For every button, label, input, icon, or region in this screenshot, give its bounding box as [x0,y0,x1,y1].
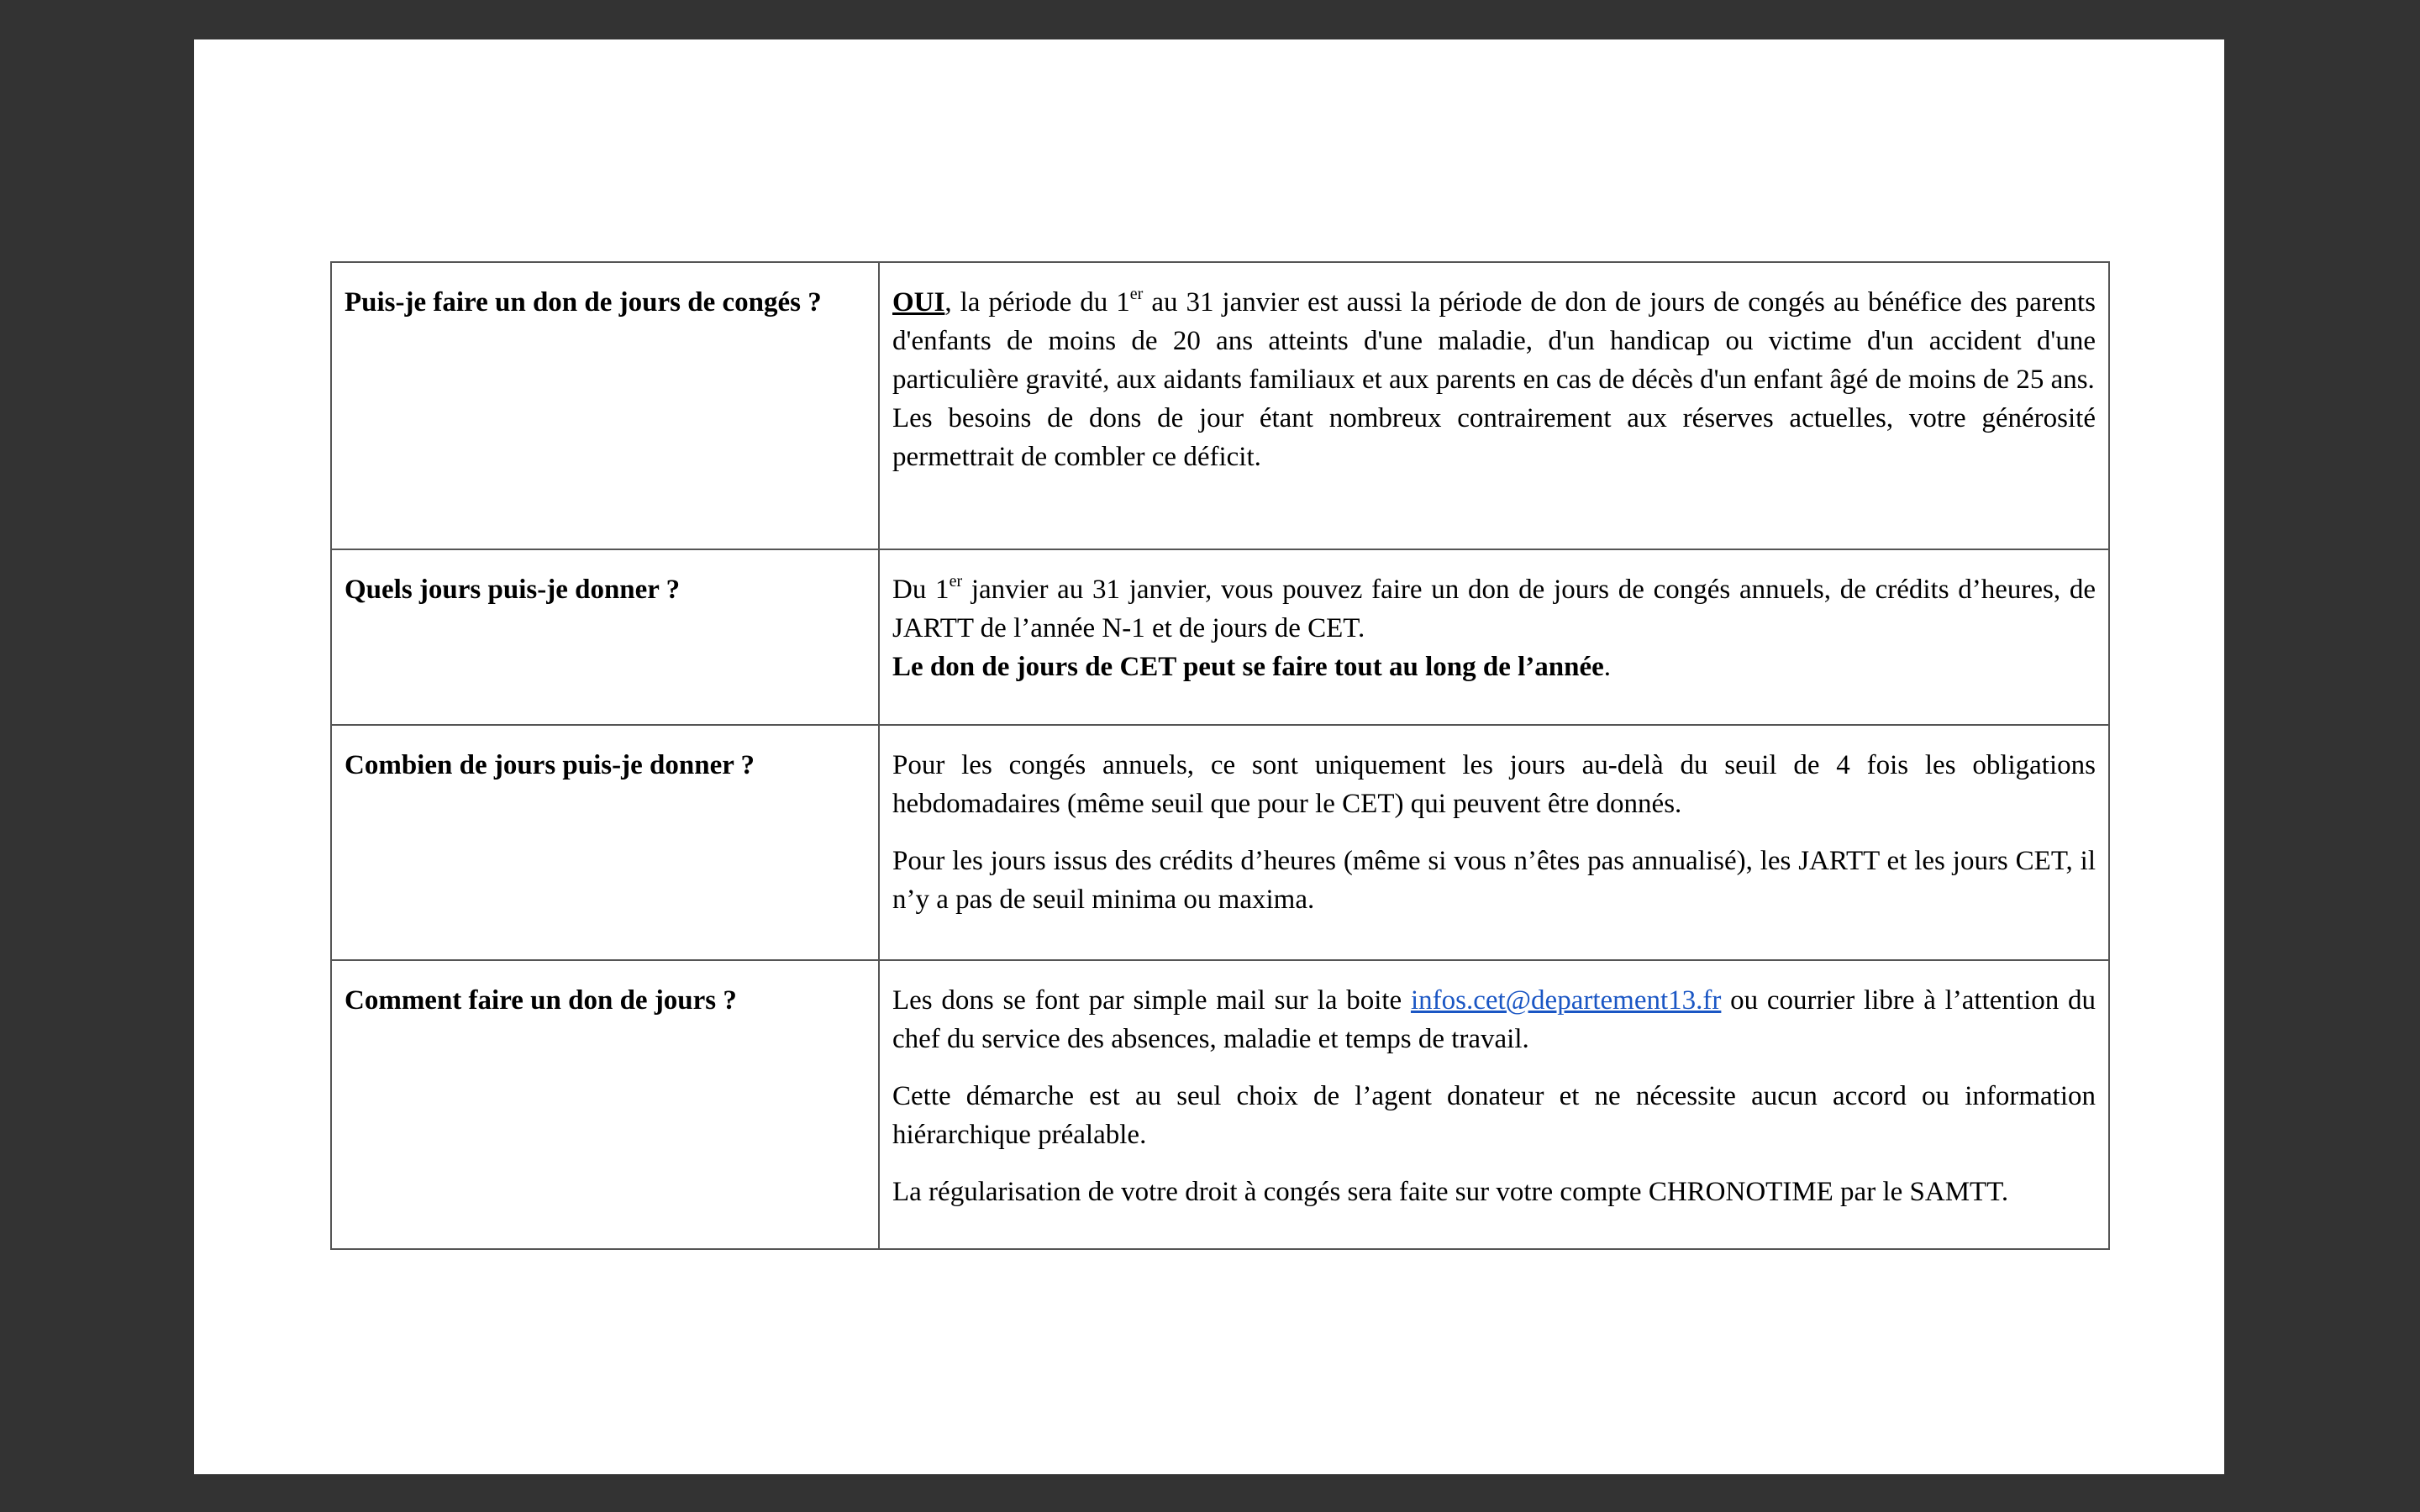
answer-paragraph [892,283,2096,399]
answer-text: ou courrier libre à l’attention du chef du service des absences, maladie et temps de travail. [892,985,2096,1054]
table-row [331,262,2109,549]
answer-cell [879,960,2109,1249]
answer-cell [879,725,2109,960]
answer-paragraph: Pour les congés annuels, ce sont uniquement les jours au-delà du seuil de 4 fois les obligations hebdomadaires (même seuil que pour le CET) qui peuvent être donnés. [892,750,2096,819]
answer-text: au 31 janvier est aussi la période de don de jours de congés au bénéfice des parents d'enfants de moins de 20 ans atteints d'une maladie, d'un handicap ou victime d'un accident d'une particulière gravité, aux aidants familiaux et aux parents en cas de décès d'un enfant âgé de moins de 25 ans. [892,287,2096,395]
answer-paragraph [892,981,2096,1058]
faq-table [330,261,2110,1250]
question-cell: Combien de jours puis-je donner ? [331,725,879,960]
answer-text: Les dons se font par simple mail sur la boite [892,985,1411,1016]
bold-statement: Le don de jours de CET peut se faire tout au long de l’année [892,652,1604,682]
question-cell: Comment faire un don de jours ? [331,960,879,1249]
table-row [331,725,2109,960]
table-row [331,960,2109,1249]
superscript: er [949,572,963,591]
answer-cell [879,262,2109,549]
answer-text: janvier au 31 janvier, vous pouvez faire un don de jours de congés annuels, de crédits d’heures, de JARTT de l’année N-1 et de jours de CET. [892,575,2096,643]
oui-emphasis: OUI [892,287,945,318]
answer-paragraph: La régularisation de votre droit à congés sera faite sur votre compte CHRONOTIME par le SAMTT. [892,1177,2009,1207]
answer-text: . [1603,652,1612,682]
table-row [331,549,2109,725]
question-cell: Quels jours puis-je donner ? [331,549,879,725]
answer-paragraph: Pour les jours issus des crédits d’heures (même si vous n’êtes pas annualisé), les JARTT et les jours CET, il n’y a pas de seuil minima ou maxima. [892,846,2096,915]
superscript: er [1129,285,1144,303]
answer-text: , la période du 1 [944,287,1130,318]
email-link[interactable]: infos.cet@departement13.fr [1410,985,1722,1016]
answer-paragraph: Cette démarche est au seul choix de l’agent donateur et ne nécessite aucun accord ou information hiérarchique préalable. [892,1081,2096,1150]
answer-text: Du 1 [892,575,950,605]
answer-cell [879,549,2109,725]
answer-paragraph [892,570,2096,648]
answer-paragraph [892,648,2096,686]
document-page [194,39,2224,1474]
answer-paragraph: Les besoins de dons de jour étant nombreux contrairement aux réserves actuelles, votre générosité permettrait de combler ce déficit. [892,403,2096,472]
question-cell: Puis-je faire un don de jours de congés ? [331,262,879,549]
